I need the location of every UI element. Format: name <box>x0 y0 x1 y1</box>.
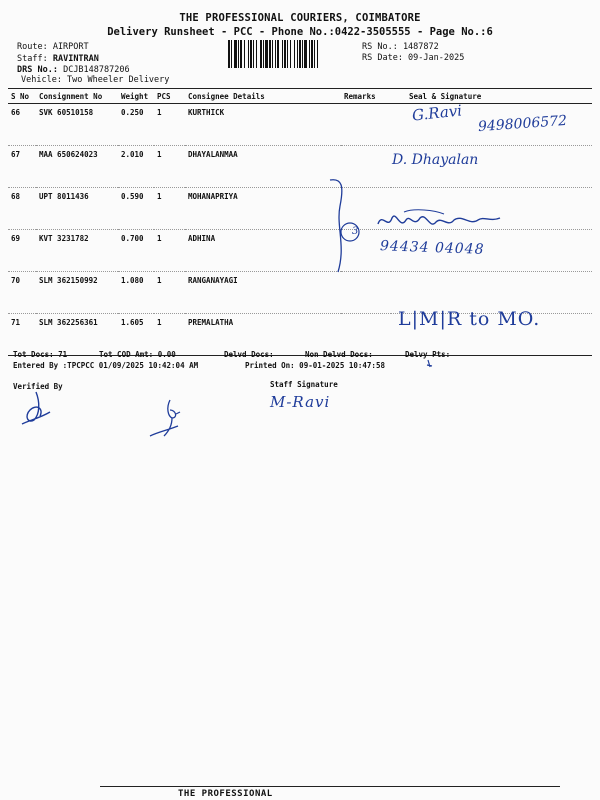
staff-value: RAVINTRAN <box>52 54 99 64</box>
table-row <box>8 188 592 230</box>
cell-consignee: MOHANAPRIYA <box>185 188 341 230</box>
cell-sno: 68 <box>8 188 36 230</box>
company-name: THE PROFESSIONAL COURIERS, COIMBATORE <box>179 12 421 24</box>
cell-remarks <box>341 272 391 314</box>
cell-consignment: SLM 362256361 <box>36 314 118 356</box>
cell-sno: 66 <box>8 104 36 146</box>
cell-consignee: ADHINA <box>185 230 341 272</box>
cell-consignee: PREMALATHA <box>185 314 341 356</box>
staff-label: Staff: <box>17 54 48 64</box>
total-cod-amount: Tot COD Amt: 0.00 <box>99 350 176 359</box>
table-header-row <box>8 89 592 104</box>
cell-consignee: RANGANAYAGI <box>185 272 341 314</box>
verified-by-label: Verified By <box>13 382 63 391</box>
footer-cut-text: THE PROFESSIONAL <box>178 789 273 799</box>
cell-weight: 0.250 <box>118 104 154 146</box>
drs-line <box>17 65 130 75</box>
entered-by: Entered By :TPCPCC 01/09/2025 10:42:04 AM <box>13 361 199 370</box>
cell-pcs: 1 <box>154 272 185 314</box>
cell-weight: 0.590 <box>118 188 154 230</box>
cell-weight: 0.700 <box>118 230 154 272</box>
cell-consignment: SLM 362150992 <box>36 272 118 314</box>
handwritten-phone-row69: 94434 04048 <box>379 238 485 258</box>
drs-value: DCJB148787206 <box>63 65 130 75</box>
handwritten-tamil-signature <box>374 208 504 234</box>
cell-sno: 70 <box>8 272 36 314</box>
staff-line <box>17 54 99 64</box>
runsheet-subtitle: Delivery Runsheet - PCC - Phone No.:0422-3505555 - Page No.:6 <box>107 26 493 38</box>
table-row <box>8 146 592 188</box>
total-docs: Tot Docs: 71 <box>13 350 68 359</box>
drs-label: DRS No.: <box>17 65 58 75</box>
handwritten-signature-row66: G.Ravi <box>411 101 463 125</box>
route-text: Route: AIRPORT <box>17 42 89 52</box>
cell-pcs: 1 <box>154 230 185 272</box>
cell-consignee: DHAYALANMAA <box>185 146 341 188</box>
cell-pcs: 1 <box>154 104 185 146</box>
cell-sno: 67 <box>8 146 36 188</box>
staff-signature-handwriting: M-Ravi <box>270 393 331 411</box>
col-consignee: Consignee Details <box>185 89 341 104</box>
non-delivered-docs: Non Delvd Docs: <box>305 350 373 359</box>
cell-consignment: MAA 650624023 <box>36 146 118 188</box>
col-weight: Weight <box>118 89 154 104</box>
cell-consignee: KURTHICK <box>185 104 341 146</box>
col-seal-signature: Seal & Signature <box>391 89 592 104</box>
remark-circle-number: 3 <box>352 226 359 237</box>
ink-mark-icon <box>426 359 434 369</box>
delivered-docs: Delvd Docs: <box>224 350 274 359</box>
cell-consignment: KVT 3231782 <box>36 230 118 272</box>
col-consignment: Consignment No <box>36 89 118 104</box>
verified-signature-1 <box>16 388 56 428</box>
table-row <box>8 230 592 272</box>
cell-weight: 1.080 <box>118 272 154 314</box>
cell-sno: 69 <box>8 230 36 272</box>
verified-signature-2 <box>146 396 196 440</box>
cell-consignment: SVK 60510158 <box>36 104 118 146</box>
vehicle-text: Vehicle: Two Wheeler Delivery <box>21 75 170 85</box>
col-remarks: Remarks <box>341 89 391 104</box>
staff-signature-label: Staff Signature <box>270 380 338 389</box>
handwritten-phone-row66: 9498006572 <box>477 112 568 136</box>
handwritten-signature-row67: D. Dhayalan <box>392 152 479 168</box>
cell-remarks <box>341 104 391 146</box>
rs-date: RS Date: 09-Jan-2025 <box>362 53 465 63</box>
col-pcs: PCS <box>154 89 185 104</box>
cell-pcs: 1 <box>154 188 185 230</box>
cell-weight: 1.605 <box>118 314 154 356</box>
barcode <box>228 40 356 68</box>
footer-divider <box>100 786 560 787</box>
cell-pcs: 1 <box>154 314 185 356</box>
handwritten-note-row71: L|M|R to MO. <box>398 308 541 330</box>
cell-sno: 71 <box>8 314 36 356</box>
rs-number: RS No.: 1487872 <box>362 42 439 52</box>
col-sno: S No <box>8 89 36 104</box>
delivery-points: Delvy Pts: <box>405 350 451 359</box>
cell-pcs: 1 <box>154 146 185 188</box>
cell-consignment: UPT 8011436 <box>36 188 118 230</box>
cell-weight: 2.010 <box>118 146 154 188</box>
printed-on: Printed On: 09-01-2025 10:47:58 <box>245 361 385 370</box>
